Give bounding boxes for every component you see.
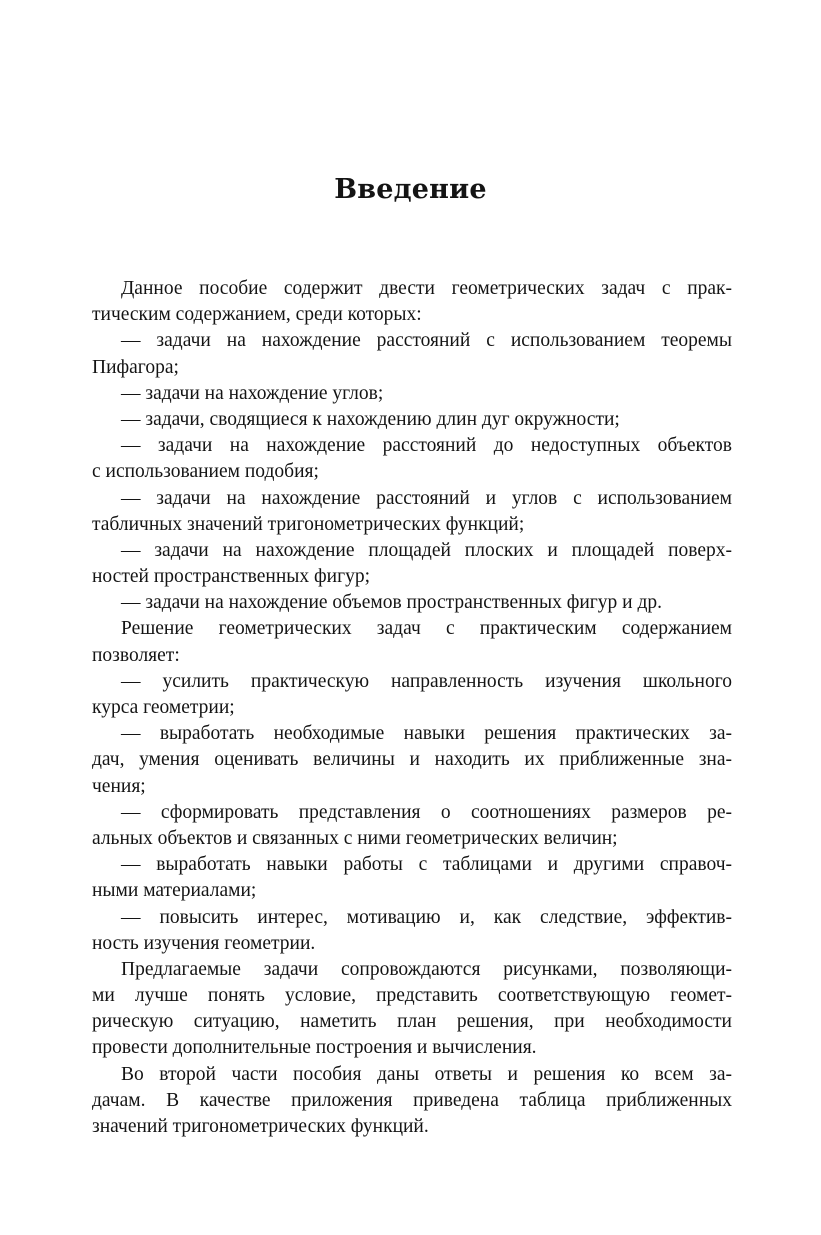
text-line: — усилить практическую направленность изучения школьного bbox=[121, 670, 732, 692]
text-line: рическую ситуацию, наметить план решения, при необходимости bbox=[92, 1011, 732, 1033]
text-line: — задачи на нахождение расстояний и углов с использованием bbox=[121, 487, 732, 509]
text-line: — задачи на нахождение углов; bbox=[121, 382, 384, 404]
text-line: — задачи на нахождение объемов пространственных фигур и др. bbox=[121, 592, 663, 614]
text-line: Во второй части пособия даны ответы и решения ко всем за- bbox=[121, 1063, 732, 1085]
text-line: дач, умения оценивать величины и находить их приближенные зна- bbox=[92, 749, 732, 771]
text-line: — задачи, сводящиеся к нахождению длин дуг окружности; bbox=[121, 408, 620, 430]
text-line: — задачи на нахождение площадей плоских и площадей поверх- bbox=[121, 539, 732, 561]
text-line: провести дополнительные построения и вычисления. bbox=[92, 1037, 537, 1059]
text-line: — выработать навыки работы с таблицами и другими справоч- bbox=[121, 854, 732, 876]
text-line: — задачи на нахождение расстояний до недоступных объектов bbox=[121, 435, 732, 457]
body-text bbox=[92, 276, 732, 1140]
text-line: дачам. В качестве приложения приведена таблица приближенных bbox=[92, 1089, 732, 1111]
text-line: ными материалами; bbox=[92, 880, 257, 902]
text-line: ностей пространственных фигур; bbox=[92, 566, 370, 588]
text-line: курса геометрии; bbox=[92, 697, 235, 718]
text-line: Предлагаемые задачи сопровождаются рисунками, позволяющи- bbox=[121, 958, 732, 980]
text-line: — повысить интерес, мотивацию и, как следствие, эффектив- bbox=[121, 906, 732, 928]
text-line: позволяет: bbox=[92, 644, 180, 666]
text-line: чения; bbox=[92, 775, 146, 797]
text-line: с использованием подобия; bbox=[92, 461, 319, 483]
text-line: — сформировать представления о соотношениях размеров ре- bbox=[121, 801, 732, 823]
text-line: альных объектов и связанных с ними геометрических величин; bbox=[92, 827, 618, 849]
text-line: — выработать необходимые навыки решения практических за- bbox=[121, 723, 732, 745]
text-line: ность изучения геометрии. bbox=[92, 932, 316, 954]
text-line: Решение геометрических задач с практическим содержанием bbox=[121, 618, 732, 640]
text-line: тическим содержанием, среди которых: bbox=[92, 304, 422, 326]
text-line: табличных значений тригонометрических функций; bbox=[92, 513, 525, 535]
text-line: ми лучше понять условие, представить соответствующую геомет- bbox=[92, 985, 732, 1007]
text-line: значений тригонометрических функций. bbox=[92, 1116, 429, 1137]
page-title: Введение bbox=[334, 174, 487, 205]
text-line: — задачи на нахождение расстояний с использованием теоремы bbox=[121, 330, 732, 352]
text-line: Данное пособие содержит двести геометрических задач с прак- bbox=[121, 278, 732, 299]
text-line: Пифагора; bbox=[92, 356, 179, 378]
